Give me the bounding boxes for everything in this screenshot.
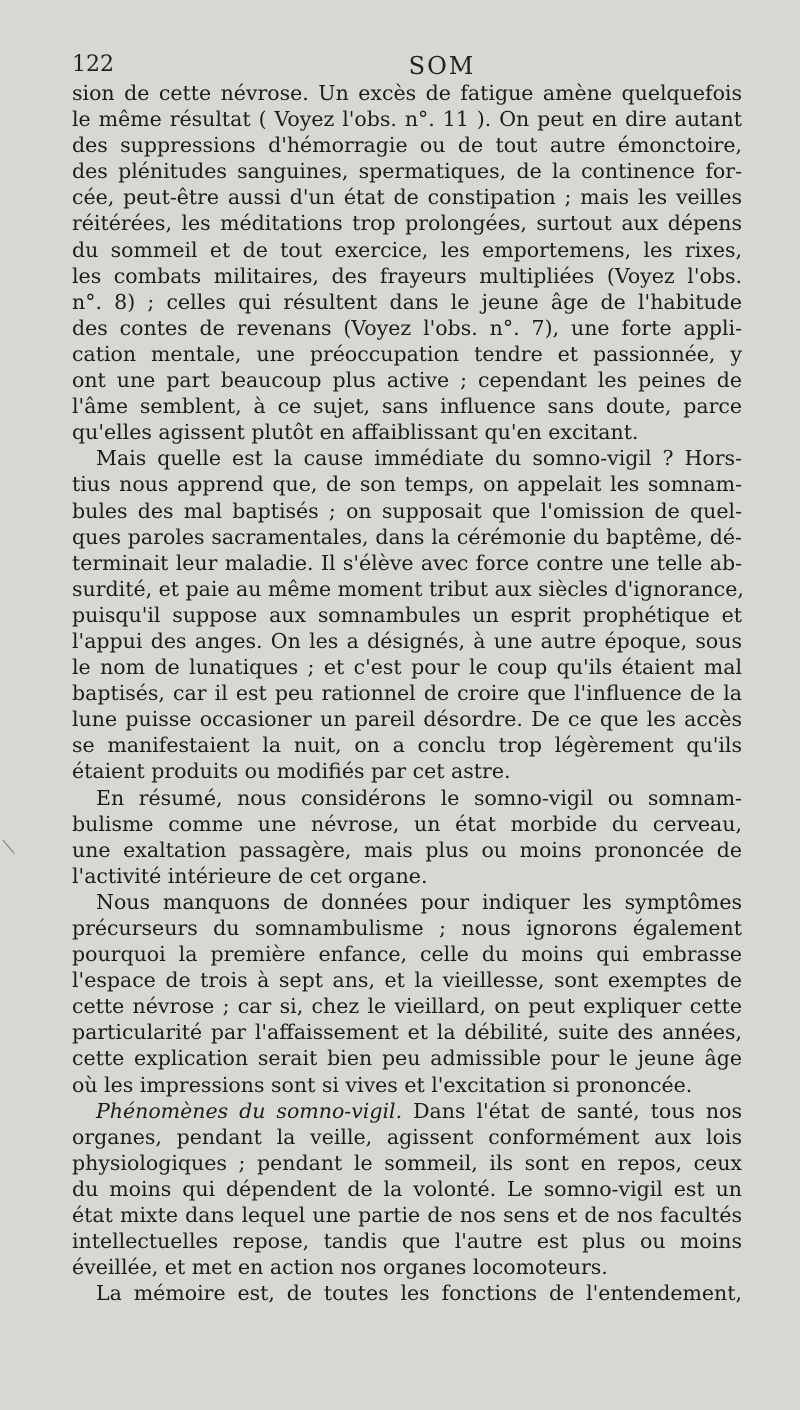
text-line: du sommeil et de tout exercice, les emportemens, les rixes, <box>72 237 742 262</box>
text-line: tius nous apprend que, de son temps, on appelait les somnam- <box>72 472 742 497</box>
text-line: des suppressions d'hémorragie ou de tout autre émonctoire, <box>72 133 742 158</box>
text-line: terminait leur maladie. Il s'élève avec force contre une telle ab- <box>72 550 742 575</box>
text-line: l'espace de trois à sept ans, et la vieillesse, sont exemptes de <box>72 968 742 993</box>
text-line: cée, peut-être aussi d'un état de constipation ; mais les veilles <box>72 185 742 210</box>
text-line: ques paroles sacramentales, dans la cérémonie du baptême, dé- <box>72 524 742 549</box>
text-line: baptisés, car il est peu rationnel de croire que l'influence de la <box>72 681 742 706</box>
text-line: éveillée, et met en action nos organes locomoteurs. <box>72 1255 608 1280</box>
text-line: étaient produits ou modifiés par cet astre. <box>72 759 511 784</box>
text-line: qu'elles agissent plutôt en affaiblissant qu'en excitant. <box>72 420 639 445</box>
text-line: particularité par l'affaissement et la débilité, suite des années, <box>72 1020 742 1045</box>
section-heading: Phénomènes du somno-vigil. <box>96 1098 403 1123</box>
text-line: l'appui des anges. On les a désignés, à une autre époque, sous <box>72 628 742 653</box>
text-line: intellectuelles repose, tandis que l'autre est plus ou moins <box>72 1229 742 1254</box>
text-line: lune puisse occasioner un pareil désordre. De ce que les accès <box>72 707 742 732</box>
text-line: Nous manquons de données pour indiquer les symptômes <box>96 889 742 914</box>
running-title: SOM <box>408 52 476 80</box>
text-line: n°. 8) ; celles qui résultent dans le jeune âge de l'habitude <box>72 289 742 314</box>
body-text <box>72 80 742 1306</box>
text-line: Mais quelle est la cause immédiate du somno-vigil ? Hors- <box>96 446 742 471</box>
text-line: une exaltation passagère, mais plus ou moins prononcée de <box>72 837 742 862</box>
text-line: puisqu'il suppose aux somnambules un esprit prophétique et <box>72 602 742 627</box>
text-line: précurseurs du somnambulisme ; nous ignorons également <box>72 916 742 940</box>
text-line: ont une part beaucoup plus active ; cependant les peines de <box>72 368 742 393</box>
text-line: La mémoire est, de toutes les fonctions de l'entendement, <box>96 1281 742 1306</box>
text-line: sion de cette névrose. Un excès de fatigue amène quelquefois <box>72 81 742 105</box>
text-line: bulisme comme une névrose, un état morbide du cerveau, <box>72 811 742 836</box>
page-number: 122 <box>72 52 114 77</box>
text-line: bules des mal baptisés ; on supposait que l'omission de quel- <box>72 498 742 523</box>
text-line: cette névrose ; car si, chez le vieillard, on peut expliquer cette <box>72 994 742 1019</box>
text-line: cation mentale, une préoccupation tendre et passionnée, y <box>72 341 742 366</box>
text-line: se manifestaient la nuit, on a conclu trop légèrement qu'ils <box>72 733 742 758</box>
text-line: pourquoi la première enfance, celle du moins qui embrasse <box>72 942 742 967</box>
text-line: cette explication serait bien peu admissible pour le jeune âge <box>72 1046 742 1071</box>
text-line: le même résultat ( Voyez l'obs. n°. 11 ). On peut en dire autant <box>72 107 742 132</box>
text-line: où les impressions sont si vives et l'excitation si prononcée. <box>72 1072 693 1097</box>
text-line: état mixte dans lequel une partie de nos sens et de nos facultés <box>72 1203 742 1228</box>
text-line: des contes de revenans (Voyez l'obs. n°. 7), une forte appli- <box>72 315 742 340</box>
text-line: du moins qui dépendent de la volonté. Le somno-vigil est un <box>72 1176 742 1201</box>
text-line: les combats militaires, des frayeurs multipliées (Voyez l'obs. <box>72 263 742 288</box>
text-line: des plénitudes sanguines, spermatiques, de la continence for- <box>72 159 742 184</box>
text-line: Phénomènes du somno-vigil. Dans l'état de santé, tous nos <box>96 1098 742 1123</box>
text-line: l'âme semblent, à ce sujet, sans influence sans doute, parce <box>72 394 742 419</box>
text-line: surdité, et paie au même moment tribut aux siècles d'ignorance, <box>72 576 744 601</box>
text-line: l'activité intérieure de cet organe. <box>72 863 428 888</box>
page-header <box>72 52 742 82</box>
text-line: le nom de lunatiques ; et c'est pour le coup qu'ils étaient mal <box>72 655 742 680</box>
text-line: En résumé, nous considérons le somno-vigil ou somnam- <box>96 785 742 810</box>
text-line: réitérées, les méditations trop prolongées, surtout aux dépens <box>72 211 742 236</box>
margin-mark <box>2 828 28 854</box>
text-line: organes, pendant la veille, agissent conformément aux lois <box>72 1124 742 1149</box>
text-line: physiologiques ; pendant le sommeil, ils sont en repos, ceux <box>72 1150 742 1175</box>
